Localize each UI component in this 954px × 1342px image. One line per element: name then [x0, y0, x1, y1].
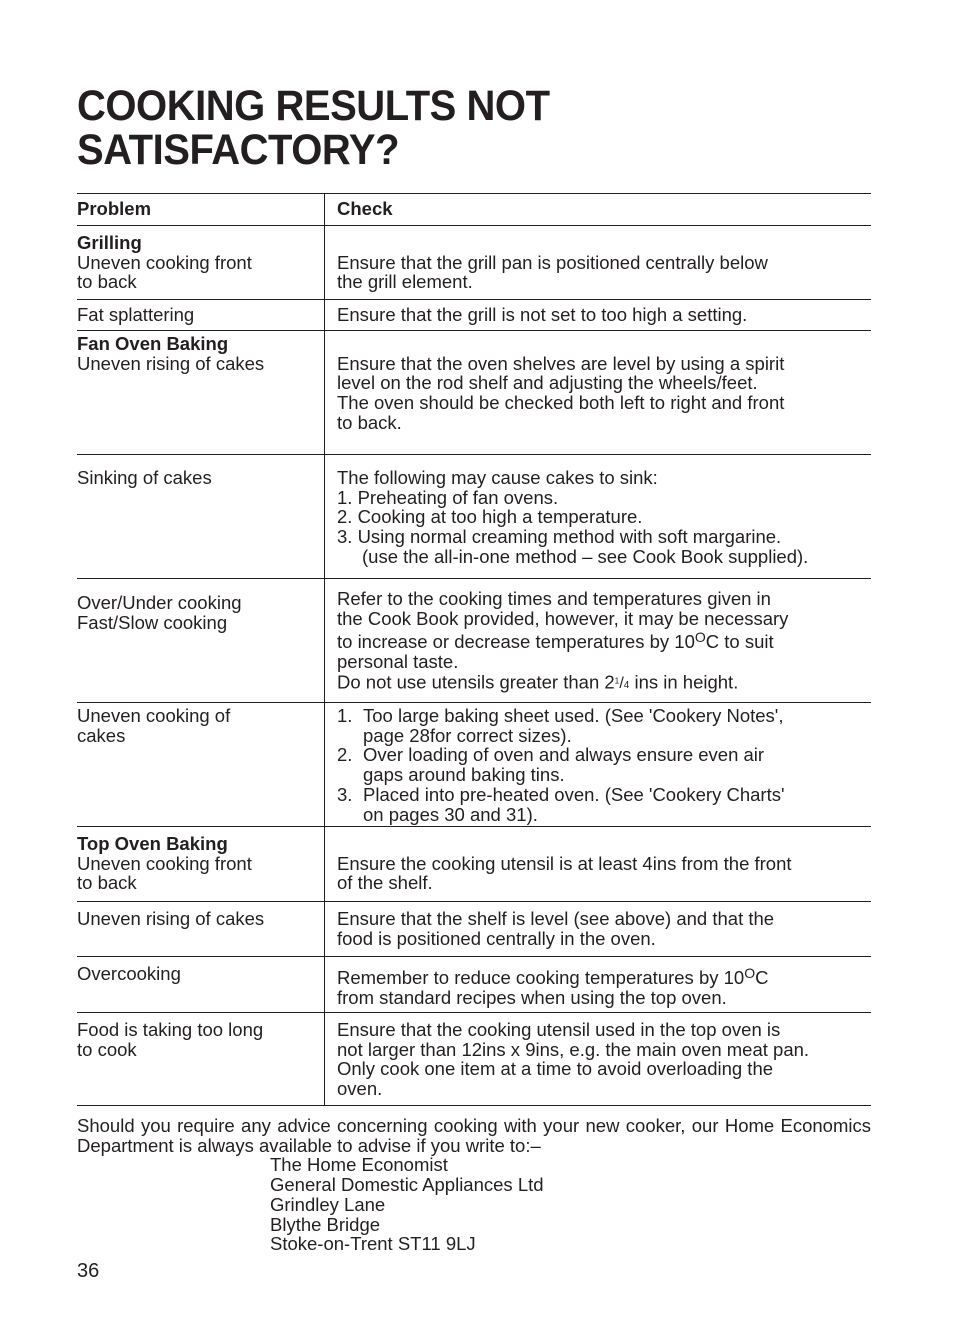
check-text: The oven should be checked both left to right and front [337, 392, 785, 414]
table-row [77, 579, 871, 703]
table-row [77, 827, 871, 902]
problem-text: Uneven rising of cakes [77, 352, 265, 374]
check-text: Do not use utensils greater than $2^1/4$ ins in height. [337, 671, 739, 693]
check-cell [325, 455, 872, 579]
check-text: food is positioned centrally in the oven. [337, 927, 656, 949]
section-heading-fan-oven: Fan Oven Baking [77, 333, 229, 354]
address-line: The Home Economist [270, 1154, 448, 1176]
problem-text: to back [77, 872, 137, 894]
problem-text: cakes [77, 724, 126, 746]
numbered-item: 1. Too large baking sheet used. (See 'Cookery Notes', page 28for correct sizes). [337, 705, 784, 746]
problem-cell [77, 300, 325, 331]
check-cell [325, 579, 872, 703]
table-row [77, 300, 871, 331]
problem-cell [77, 579, 325, 703]
address-line: Blythe Bridge [270, 1213, 381, 1235]
problem-text: to back [77, 271, 137, 293]
table-row [77, 957, 871, 1013]
section-heading-grilling: Grilling [77, 232, 142, 253]
problem-text: Sinking of cakes [77, 467, 212, 488]
problem-text: to cook [77, 1038, 137, 1060]
check-text: Ensure the cooking utensil is at least 4ins from the front [337, 852, 792, 874]
check-text: to back. [337, 411, 402, 433]
problem-cell [77, 1013, 325, 1106]
table-row [77, 1013, 871, 1106]
check-cell [325, 300, 872, 331]
check-cell [325, 226, 872, 300]
table-row [77, 331, 871, 455]
problem-text: Overcooking [77, 963, 181, 984]
check-text: Remember to reduce cooking temperatures by $10^OC$ [337, 965, 769, 988]
check-text: 2. Cooking at too high a temperature. [337, 506, 643, 528]
table-row [77, 703, 871, 827]
problem-cell [77, 957, 325, 1013]
section-heading-top-oven: Top Oven Baking [77, 833, 228, 854]
check-cell [325, 1013, 872, 1106]
page-title-line-2: SATISFACTORY? [77, 126, 400, 174]
problem-cell [77, 902, 325, 957]
problem-text: Uneven rising of cakes [77, 908, 265, 929]
page-number: 36 [77, 1260, 100, 1282]
page-title-line-1: COOKING RESULTS NOT [77, 82, 550, 130]
problem-text: Uneven cooking of [77, 705, 231, 726]
table-row [77, 902, 871, 957]
check-cell [325, 703, 872, 827]
address-line: General Domestic Appliances Ltd [270, 1174, 544, 1196]
address-line: Grindley Lane [270, 1193, 386, 1215]
check-text: of the shelf. [337, 872, 433, 894]
problem-cell [77, 703, 325, 827]
degree-symbol: O [744, 965, 756, 981]
postal-address [270, 1155, 871, 1254]
numbered-item: 3. Placed into pre-heated oven. (See 'Cookery Charts' on pages 30 and 31). [337, 783, 785, 825]
check-text: 3. Using normal creaming method with soft margarine. [337, 526, 782, 548]
check-text: the grill element. [337, 271, 473, 293]
advice-text: Should you require any advice concerning cooking with your new cooker, our Home Economics Department is always available to advise if you write to:– [77, 1115, 871, 1156]
problem-text: Over/Under cooking [77, 592, 242, 613]
check-text: (use the all-in-one method – see Cook Book supplied). [362, 545, 809, 567]
check-text: Ensure that the shelf is level (see above) and that the [337, 908, 775, 929]
table-row [77, 455, 871, 579]
check-text: to increase or decrease temperatures by $10^OC$ to suit [337, 629, 774, 653]
problem-column-header: Problem [77, 198, 152, 219]
problem-text: Uneven cooking front [77, 251, 252, 273]
problem-text: Fast/Slow cooking [77, 611, 228, 633]
check-text: Refer to the cooking times and temperatures given in [337, 588, 771, 609]
check-text: not larger than 12ins x 9ins, e.g. the main oven meat pan. [337, 1038, 810, 1060]
table-row [77, 226, 871, 300]
problem-cell [77, 455, 325, 579]
check-text: level on the rod shelf and adjusting the wheels/feet. [337, 372, 758, 394]
problem-text: Fat splattering [77, 304, 195, 325]
degree-symbol: O [694, 629, 706, 646]
table-header-row [77, 194, 871, 226]
check-text: Only cook one item at a time to avoid overloading the [337, 1058, 774, 1080]
numbered-item: 2. Over loading of oven and always ensure even air gaps around baking tins. [337, 744, 765, 786]
problem-cell [77, 827, 325, 902]
check-cell [325, 902, 872, 957]
page-title [77, 84, 821, 172]
check-cell [325, 331, 872, 455]
check-cell [325, 957, 872, 1013]
check-text: Ensure that the grill is not set to too high a setting. [337, 304, 748, 325]
check-text: The following may cause cakes to sink: [337, 467, 658, 488]
fraction: $^1$/4 [614, 675, 630, 693]
check-text: personal taste. [337, 651, 459, 673]
problem-cell [77, 331, 325, 455]
problem-text: Food is taking too long [77, 1019, 264, 1040]
check-column-header: Check [325, 194, 872, 226]
check-text: Ensure that the cooking utensil used in the top oven is [337, 1019, 781, 1040]
check-text: from standard recipes when using the top oven. [337, 986, 727, 1008]
check-text: oven. [337, 1078, 383, 1100]
address-line: Stoke-on-Trent ST11 9LJ [270, 1233, 476, 1255]
advice-footer [77, 1116, 871, 1254]
troubleshooting-table [77, 193, 871, 1106]
check-text: 1. Preheating of fan ovens. [337, 486, 559, 508]
check-text: Ensure that the oven shelves are level by using a spirit [337, 352, 785, 374]
check-text: the Cook Book provided, however, it may be necessary [337, 607, 789, 629]
problem-cell [77, 226, 325, 300]
problem-text: Uneven cooking front [77, 852, 252, 874]
check-cell [325, 827, 872, 902]
check-text: Ensure that the grill pan is positioned centrally below [337, 251, 768, 273]
